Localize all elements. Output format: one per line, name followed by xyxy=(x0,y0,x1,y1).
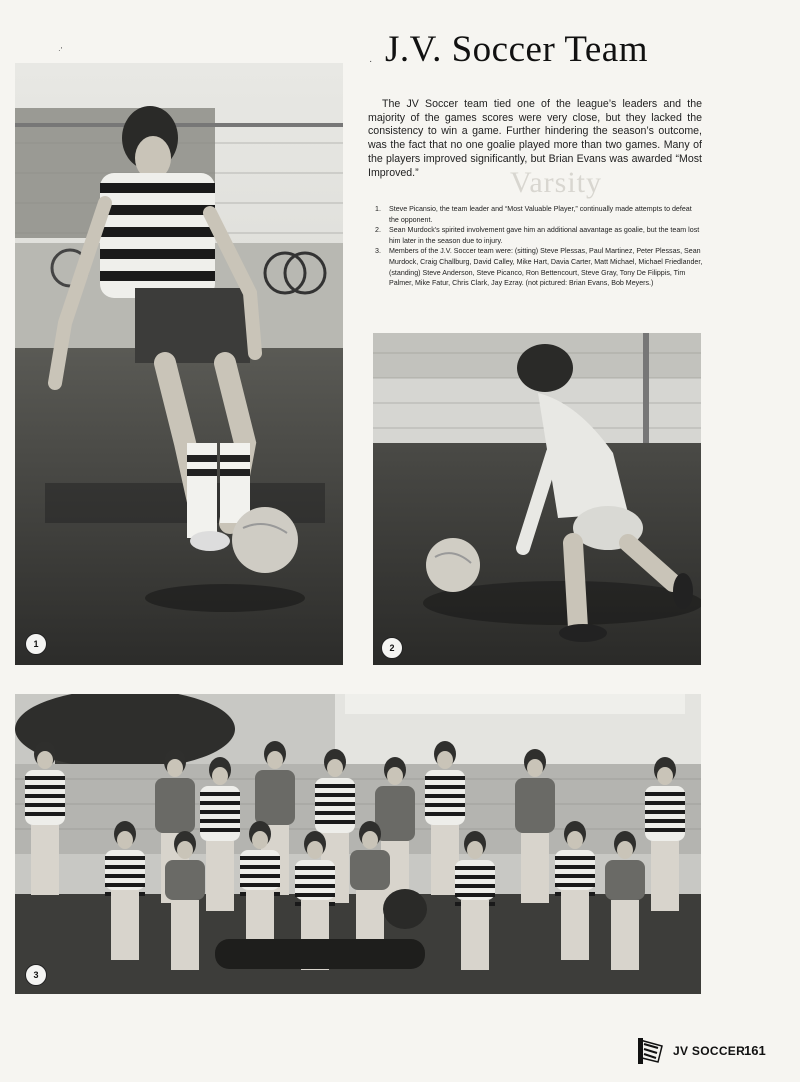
caption-text: Sean Murdock’s spirited involvement gave him an additional aavantage as goalie, but the team lost him later in the season due to injury. xyxy=(389,226,700,245)
photo-goalie-image xyxy=(373,333,701,665)
photo-team-group xyxy=(15,694,701,994)
caption-number: 1. xyxy=(375,205,381,213)
show-through-text: Varsity xyxy=(510,166,602,199)
caption-item xyxy=(371,225,703,246)
caption-number: 2. xyxy=(375,226,381,235)
section-label: JV SOCCER xyxy=(673,1044,746,1058)
intro-paragraph: The JV Soccer team tied one of the league’s leaders and the majority of the games scores were very close, but they lacked the consistency to win a game. Further hindering the season’s outcome, was the fact that no one goalie played more than two games. Many of the players improved significantly, but Brian Evans was awarded “Most Improved.” xyxy=(368,98,702,179)
photo-goalie xyxy=(373,333,701,665)
caption-item xyxy=(371,246,703,288)
photo-number-badge: 1 xyxy=(25,633,47,655)
caption-list xyxy=(371,204,703,289)
caption-number: 3. xyxy=(375,247,381,256)
page-title: J.V. Soccer Team xyxy=(385,29,648,70)
caption-item xyxy=(371,204,703,225)
photo-player-kicking-image xyxy=(15,63,343,665)
photo-number-badge: 2 xyxy=(381,637,403,659)
caption-text: Members of the J.V. Soccer team were: (sitting) Steve Plessas, Paul Martinez, Peter Plessas, Sean Murdock, Craig Challburg, David Calley, Mike Hart, Davia Carter, Matt Michael, Michael Friedlander, (standing) Steve Anderson, Steve Picanco, Ron Bettencourt, Steve Gray, Tony De Filippis, Tim Palmer, Mike Fatur, Chris Clark, Jay Ezray. (not pictured: Brian Evans, Bob Meyers.) xyxy=(389,247,703,288)
school-emblem-icon xyxy=(636,1036,666,1066)
photo-number-badge: 3 xyxy=(25,964,47,986)
photo-team-group-image xyxy=(15,694,701,994)
title-bullet: · xyxy=(369,56,373,67)
page-number: 161 xyxy=(744,1043,766,1058)
scan-mark: ·' xyxy=(58,46,63,55)
caption-text: Steve Picansio, the team leader and “Most Valuable Player,” continually made attempts to defeat the opponent. xyxy=(389,205,692,224)
photo-player-kicking xyxy=(15,63,343,665)
